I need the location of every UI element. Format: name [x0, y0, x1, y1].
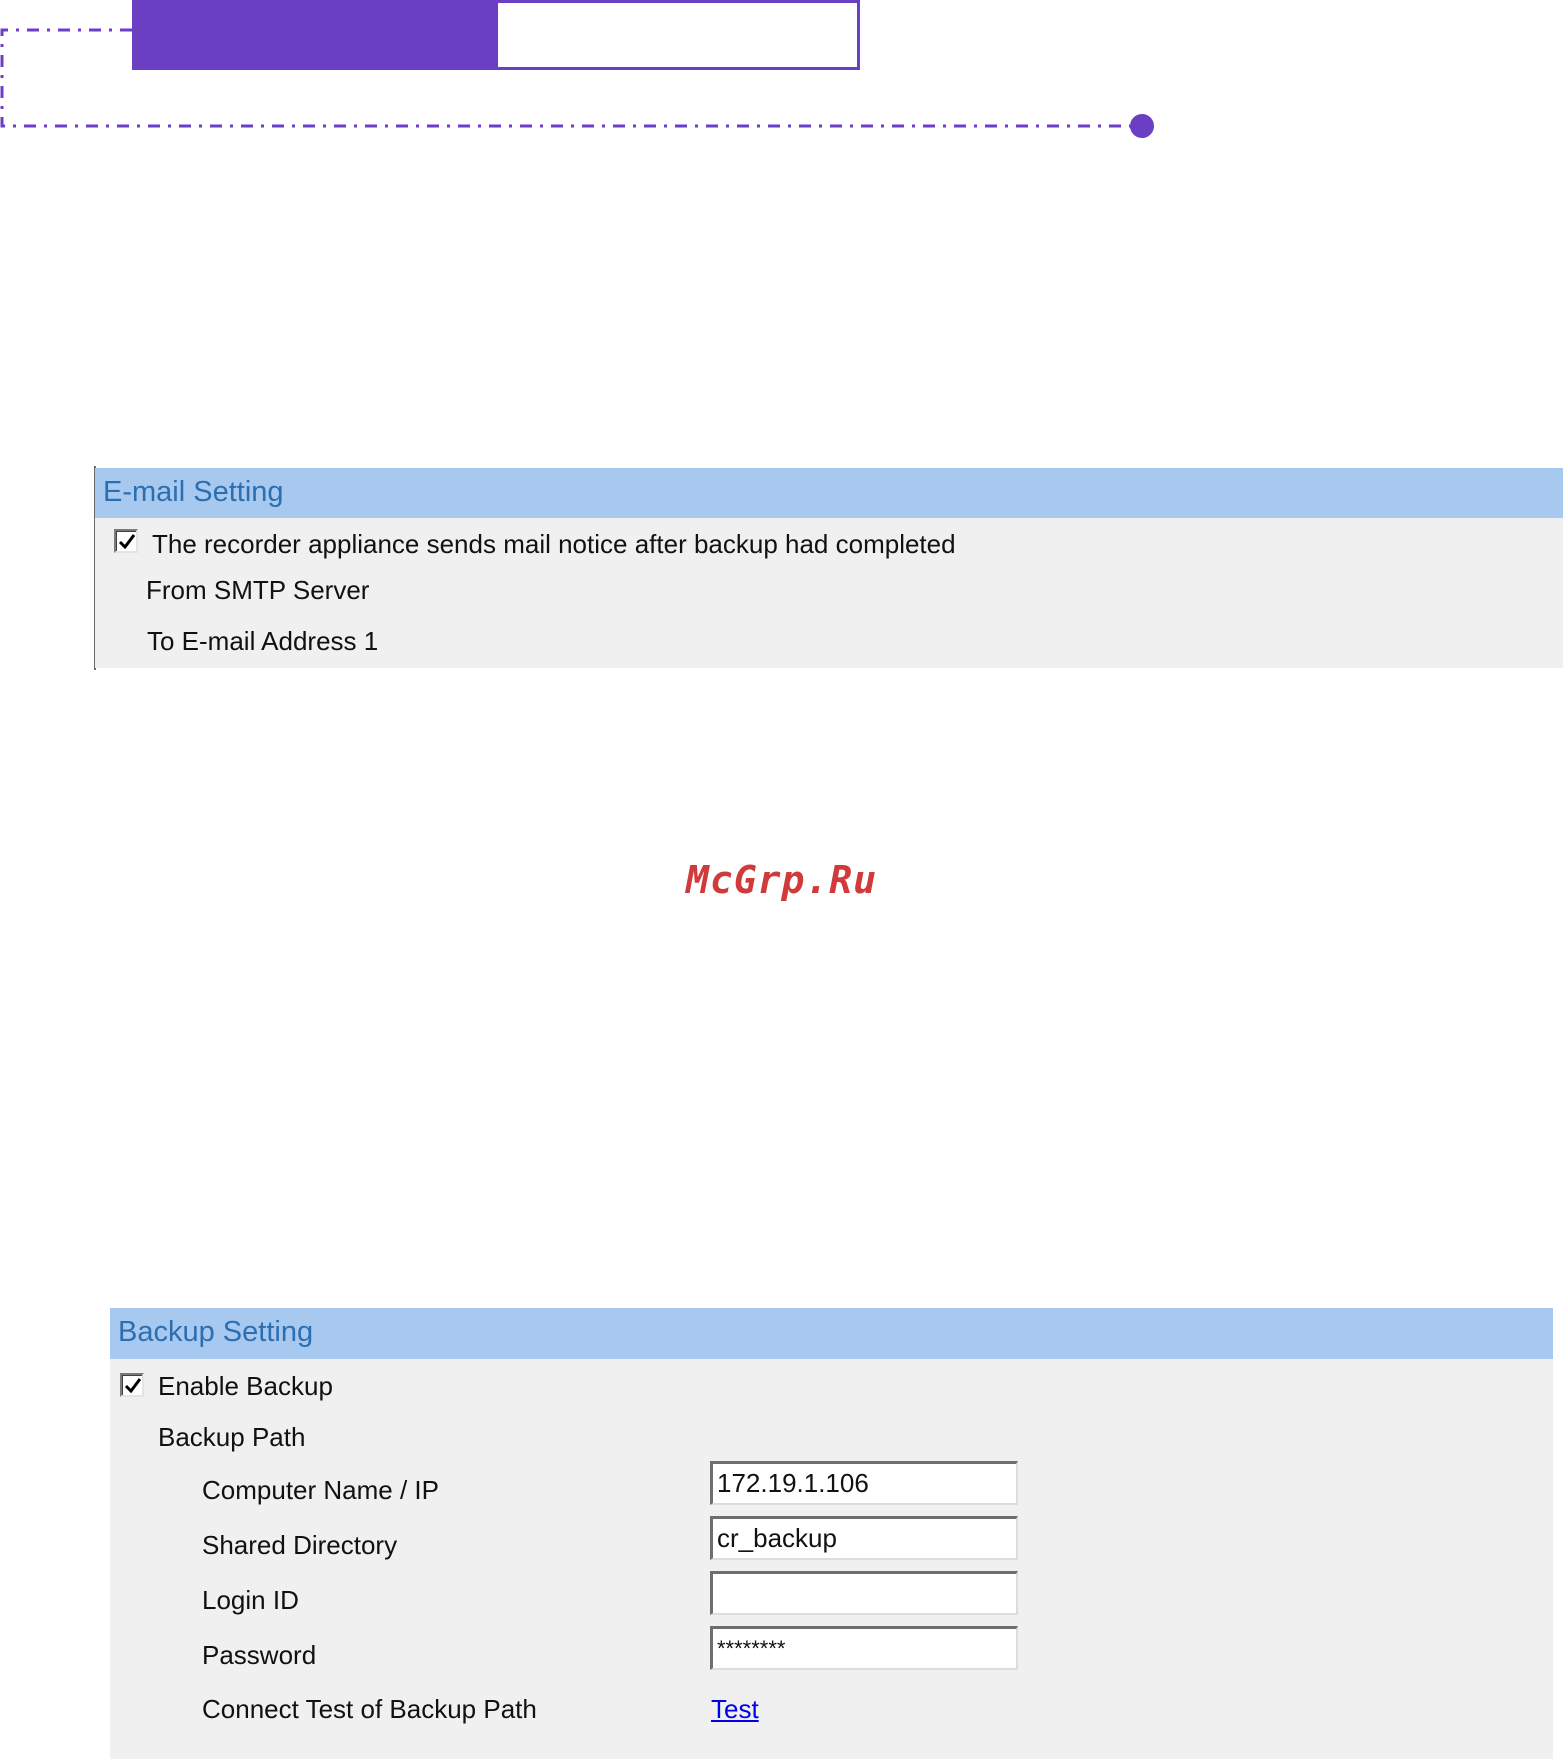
computer-name-label: Computer Name / IP [202, 1475, 439, 1505]
header-tab-outline [498, 0, 860, 70]
connect-test-label: Connect Test of Backup Path [202, 1694, 537, 1724]
from-smtp-server-label: From SMTP Server [146, 575, 370, 605]
to-email-address-label: To E-mail Address 1 [147, 626, 379, 656]
enable-backup-label: Enable Backup [158, 1371, 333, 1401]
enable-backup-checkbox[interactable] [120, 1373, 144, 1397]
backup-path-label: Backup Path [158, 1422, 306, 1452]
computer-name-input[interactable] [710, 1461, 1018, 1505]
shared-directory-label: Shared Directory [202, 1530, 398, 1560]
header-tab-filled [132, 0, 498, 70]
shared-directory-input[interactable] [710, 1516, 1018, 1560]
email-setting-title: E-mail Setting [95, 468, 1563, 518]
backup-setting-panel [110, 1308, 1553, 1759]
send-mail-notice-checkbox[interactable] [114, 529, 138, 553]
login-id-input[interactable] [710, 1571, 1018, 1615]
backup-setting-title: Backup Setting [110, 1308, 1553, 1359]
send-mail-notice-label: The recorder appliance sends mail notice after backup had completed [152, 529, 956, 559]
watermark: McGrp.Ru [686, 858, 878, 902]
checkmark-icon [117, 532, 137, 552]
email-setting-panel [95, 468, 1563, 668]
password-label: Password [202, 1640, 317, 1670]
checkmark-icon [123, 1376, 143, 1396]
login-id-label: Login ID [202, 1585, 299, 1615]
password-input[interactable] [710, 1626, 1018, 1670]
test-connection-link[interactable]: Test [711, 1694, 759, 1724]
